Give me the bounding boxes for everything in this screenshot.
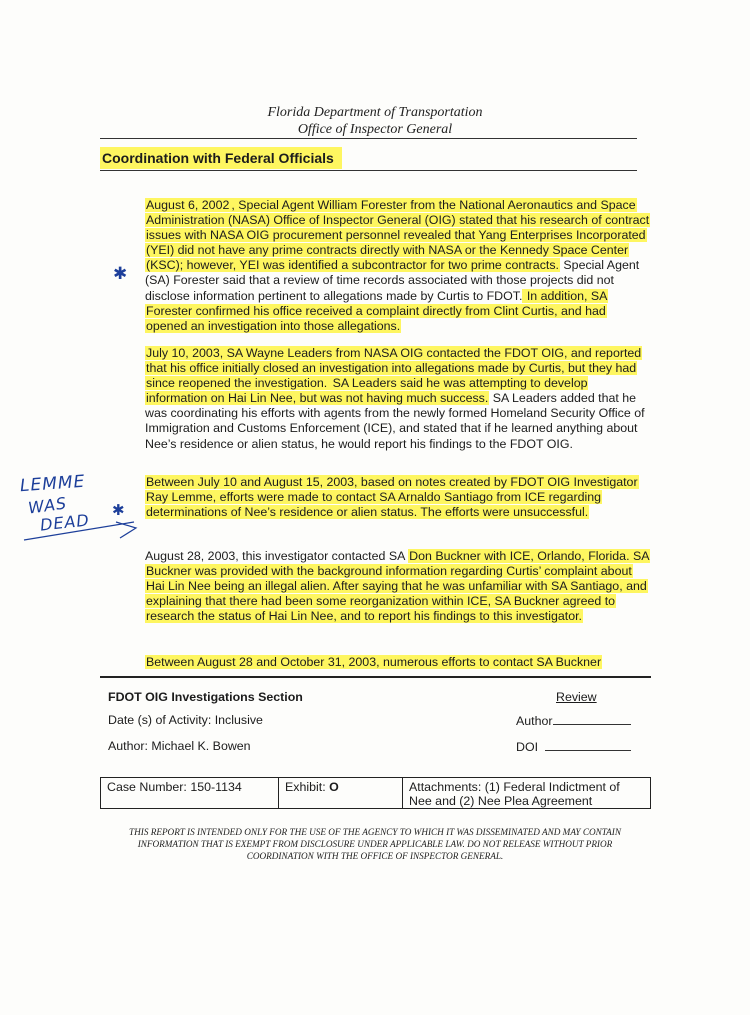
author-signature-field: [516, 712, 631, 728]
doi-field-label: DOI: [516, 740, 539, 754]
p1-date: August 6, 2002: [146, 198, 230, 212]
disclaimer: THIS REPORT IS INTENDED ONLY FOR THE USE OF THE AGENCY TO WHICH IT WAS DISSEMINATED AND MAY CONTAIN INFORMATION THAT IS EXEMPT FROM DISCLOSURE UNDER APPLICABLE LAW. DO NOT RELEASE WITHOUT PRIOR COORDINATION WITH THE OFFICE OF INSPECTOR GENERAL.: [129, 827, 621, 861]
handwritten-lemme: LEMME: [19, 471, 86, 497]
footer-rule: [100, 676, 651, 678]
date-of-activity: Date (s) of Activity: Inclusive: [108, 713, 263, 727]
agency-name: Florida Department of Transportation: [267, 105, 483, 120]
doi-field: [516, 738, 631, 754]
p1-records: Special Agent (SA) Forester said that a review of time records associated with those projects did not disclose information pertinent to allegations made by Curtis to FDOT.: [145, 258, 640, 303]
doi-line: [545, 738, 631, 751]
case-info-table: [100, 777, 651, 809]
handwritten-underline: [24, 522, 134, 540]
handwritten-was: WAS: [26, 493, 69, 518]
p1-body: , Special Agent William Forester from the National Aeronautics and Space Administration (NASA) Office of Inspector General (OIG) stated that his research of contract issues with NASA OIG procurement personnel revealed that Yang Enterprises Incorporated (YEI) did not have any prime contracts directly with NASA or the Kennedy Space Center (KSC); however, YEI was identified a subcontractor for two prime contracts.: [146, 198, 650, 273]
case-number: Case Number: 150-1134: [101, 778, 279, 808]
paragraph-efforts: [145, 655, 650, 670]
p4-body: Don Buckner with ICE, Orlando, Florida. SA Buckner was provided with the background information regarding Curtis’ complaint about Hai Lin Nee being an illegal alien. After saying that he was unfamiliar with SA Santiago, and explaining that there had been some reorganization within ICE, SA Buckner agreed to research the status of Hai Lin Nee, and to report his findings to this investigator.: [146, 549, 650, 624]
exhibit-cell: [279, 778, 403, 808]
review-heading: Review: [556, 690, 597, 704]
header-rule: [100, 138, 637, 139]
handwritten-dead: DEAD: [39, 510, 91, 535]
p5-body: Between August 28 and October 31, 2003, numerous efforts to contact SA Buckner: [146, 655, 602, 669]
section-title: Coordination with Federal Officials: [100, 150, 342, 166]
paragraph-leaders: [145, 346, 650, 452]
author-signature-line: [553, 712, 631, 725]
author-name: Author: Michael K. Bowen: [108, 739, 251, 753]
attachments: Attachments: (1) Federal Indictment of Nee and (2) Nee Plea Agreement: [409, 780, 620, 808]
p3-body: Between July 10 and August 15, 2003, based on notes created by FDOT OIG Investigator Ray Lemme, efforts were made to contact SA Arnaldo Santiago from ICE regarding determinations of Nee’s residence or alien status. The efforts were unsuccessful.: [146, 475, 638, 520]
paragraph-santiago: [145, 475, 650, 520]
office-name: Office of Inspector General: [297, 122, 453, 137]
handwritten-asterisk-1: ✱: [113, 264, 129, 284]
paragraph-forester: [145, 198, 650, 334]
p1-complaint: In addition, SA Forester confirmed his office received a complaint directly from Clint Curtis, and had opened an investigation into those allegations.: [146, 288, 608, 333]
exhibit-label: Exhibit:: [285, 780, 330, 794]
section-rule: [100, 170, 637, 171]
p2-intro: July 10, 2003, SA Wayne Leaders from NASA OIG contacted the FDOT OIG, and reported that his office initially closed an investigation into allegations made by Curtis, but they had since reopened the investigation.: [146, 346, 642, 391]
p2-homeland: SA Leaders added that he was coordinating his efforts with agents from the newly formed Homeland Security Office of Immigration and Customs Enforcement (ICE), and stated that if he learned anything about Nee’s residence or alien status, he would report his findings to the FDOT OIG.: [145, 391, 645, 451]
paragraph-buckner: [145, 549, 650, 624]
handwritten-asterisk-2: ✱: [112, 501, 126, 519]
author-field-label: Author: [516, 714, 553, 728]
p4-intro: August 28, 2003, this investigator contacted SA: [145, 549, 409, 563]
handwritten-strokes: [14, 470, 154, 550]
p2-develop: SA Leaders said he was attempting to develop information on Hai Lin Nee, but was not having much success.: [146, 376, 588, 406]
investigations-section: FDOT OIG Investigations Section: [108, 690, 303, 704]
exhibit-value: O: [329, 780, 339, 794]
